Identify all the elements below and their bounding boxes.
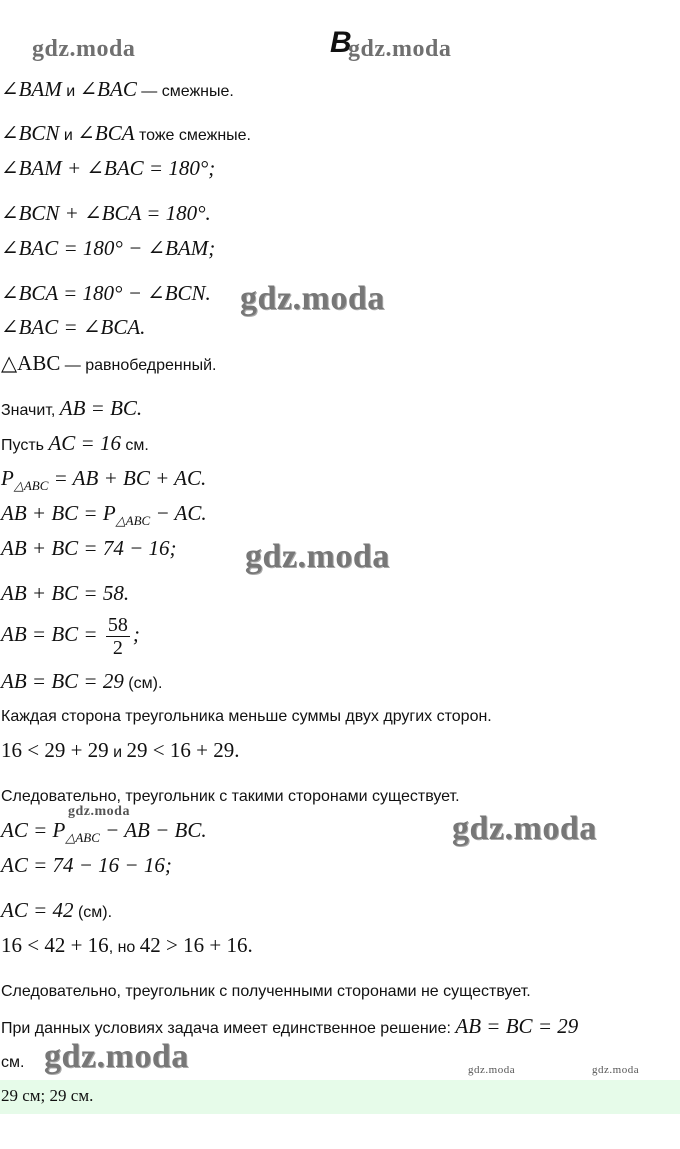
answer-text: 29 см; 29 см. bbox=[1, 1086, 94, 1105]
solution-line: Каждая сторона треугольника меньше суммы двух других сторон. bbox=[1, 708, 492, 725]
solution-line: 16 < 42 + 16, но 42 > 16 + 16. bbox=[1, 933, 253, 957]
solution-line: Пусть AC = 16 см. bbox=[1, 431, 149, 455]
watermark: gdz.moda bbox=[245, 538, 390, 575]
solution-line: AC = $P_{\triangle ABC}$ − AB − BC. bbox=[1, 818, 207, 845]
solution-line: ∠BCN + ∠BCA = 180°. bbox=[1, 201, 211, 225]
solution-line: см. bbox=[1, 1054, 25, 1071]
solution-line: При данных условиях задача имеет единственное решение: AB = BC = 29 bbox=[1, 1014, 579, 1038]
watermark: gdz.moda bbox=[44, 1038, 189, 1075]
solution-line: ∠BCA = 180° − ∠BCN. bbox=[1, 281, 211, 305]
section-letter: В bbox=[330, 26, 352, 59]
solution-line: AC = 74 − 16 − 16; bbox=[1, 853, 172, 877]
solution-line: AB = BC = $\frac{58}{2}$ ; bbox=[1, 614, 140, 660]
watermark: gdz.moda bbox=[468, 1064, 516, 1076]
fraction: $\frac{58}{2}$ bbox=[107, 614, 128, 660]
solution-line: AB = BC = 29 (см). bbox=[1, 669, 163, 693]
answer-box bbox=[0, 1080, 680, 1114]
solution-line: Следовательно, треугольник с полученными сторонами не существует. bbox=[1, 983, 531, 1000]
solution-line: Значит, AB = BC. bbox=[1, 396, 143, 420]
solution-line: $P_{\triangle ABC}$ = AB + BC + AC. bbox=[1, 466, 207, 493]
solution-line: ∠BAC = 180° − ∠BAM; bbox=[1, 236, 216, 260]
watermark: gdz.moda bbox=[452, 810, 597, 847]
solution-line: ∠BCN и ∠BCA тоже смежные. bbox=[1, 121, 251, 145]
solution-line: Следовательно, треугольник с такими сторонами существует. bbox=[1, 788, 460, 805]
solution-line: AC = 42 (см). bbox=[1, 898, 113, 922]
solution-line: ∠BAC = ∠BCA. bbox=[1, 315, 146, 339]
watermark: gdz.moda bbox=[348, 36, 452, 62]
solution-line: AB + BC = 58. bbox=[1, 581, 130, 605]
watermark: gdz.moda bbox=[68, 804, 130, 819]
solution-line: △ABC — равнобедренный. bbox=[1, 351, 217, 375]
watermark: gdz.moda bbox=[592, 1064, 640, 1076]
watermark: gdz.moda bbox=[32, 36, 136, 62]
solution-line: ∠BAM + ∠BAC = 180°; bbox=[1, 156, 216, 180]
solution-line: ∠BAM и ∠BAC — смежные. bbox=[1, 77, 234, 101]
solution-line: 16 < 29 + 29 и 29 < 16 + 29. bbox=[1, 738, 240, 762]
solution-line: AB + BC = $P_{\triangle ABC}$ − AC. bbox=[1, 501, 207, 528]
solution-line: AB + BC = 74 − 16; bbox=[1, 536, 177, 560]
watermark: gdz.moda bbox=[240, 280, 385, 317]
